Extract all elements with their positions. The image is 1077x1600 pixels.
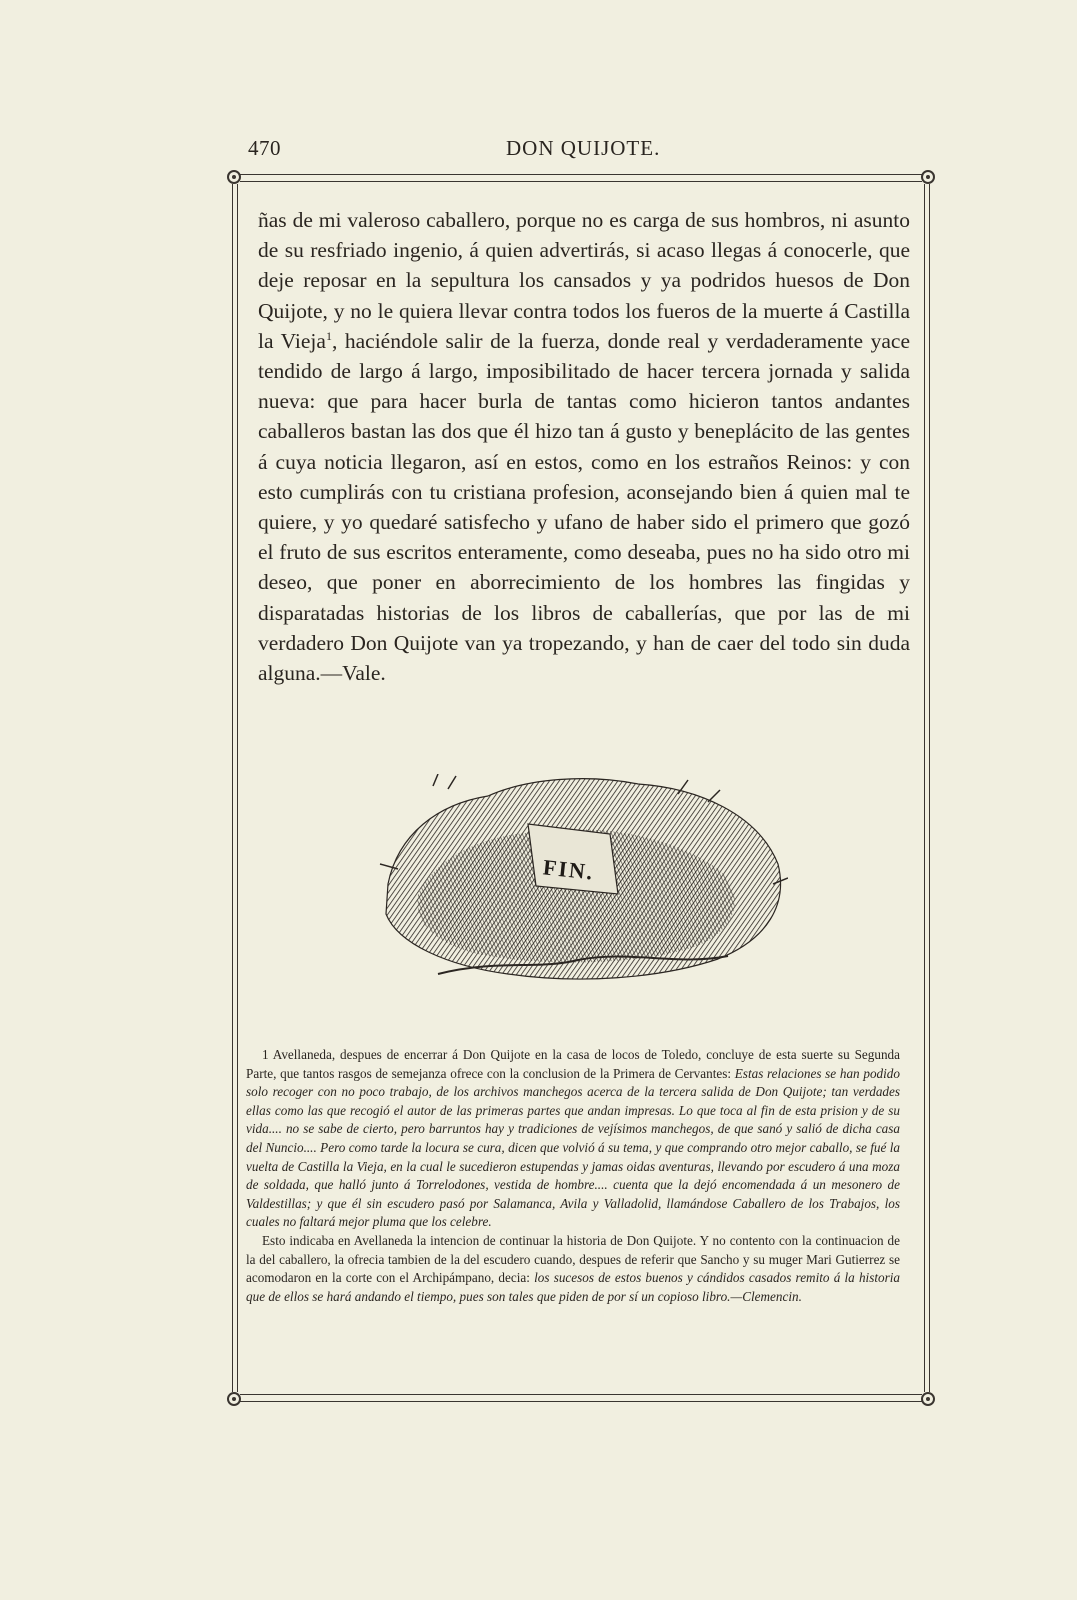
text-before-note: ñas de mi valeroso caballero, porque no es carga de sus hombros, ni asunto de su resfriado ingenio, á quien advertirás, si acaso llegas á conocerle, que deje reposar en la sepultura los cansados y ya podridos huesos de Don Quijote, y no le quiera llevar contra todos los fueros de la muerte á Castilla la Vieja [258, 208, 910, 353]
footnotes [246, 1046, 900, 1306]
corner-ornament-icon [921, 1392, 935, 1406]
corner-ornament-icon [921, 170, 935, 184]
frame-right-rule [924, 184, 930, 1392]
page-header [238, 136, 928, 166]
corner-ornament-icon [227, 170, 241, 184]
main-text [258, 205, 910, 688]
footnote-2-quote: los sucesos de estos buenos y cándidos casados remito á la historia que de ellos se hará andando el tiempo, pues son tales que piden de por sí un copioso libro.—Clemencin. [246, 1270, 900, 1304]
fin-label: FIN. [541, 854, 596, 885]
footnote-1-intro: 1 Avellaneda, despues de encerrar á Don Quijote en la casa de locos de Toledo, concluye de esta suerte su Segunda Parte, que tantos rasgos de semejanza ofrece con la conclusion de la Primera de Cervantes: [246, 1047, 900, 1081]
frame-left-rule [232, 184, 238, 1392]
main-paragraph [258, 205, 910, 688]
footnote-marker[interactable]: 1 [325, 328, 332, 343]
footnote-1-quote: Estas relaciones se han podido solo recoger con no poco trabajo, de los archivos manchegos acerca de la tercera salida de Don Quijote; tan verdades ellas como las que recogió el autor de las primeras partes que andan impresas. Lo que toca al fin de esta prision y de su vida.... no se sabe de cierto, pero barruntos hay y tradiciones de vejísimos manchegos, de que sanó y salió de dicha casa del Nuncio.... Pero como tarde la locura se cura, dicen que volvió á su tema, y que comprando otro mejor caballo, se fué la vuelta de Castilla la Vieja, en la cual le sucedieron estupendas y jamas oidas aventuras, llevando por escudero á una moza de soldada, que halló junto á Torrelodones, vestida de hombre.... cuenta que la dejó encomendada á un mesonero de Valdestillas; y que él sin escudero pasó por Salamanca, Avila y Valladolid, llamándose Caballero de los Trabajos, los cuales no faltará mejor pluma que los celebre. [246, 1065, 900, 1230]
frame-bottom-rule [240, 1394, 922, 1402]
fin-vignette-illustration [378, 774, 788, 984]
footnote-2-intro: Esto indicaba en Avellaneda la intencion de continuar la historia de Don Quijote. Y no contento con la continuacion de la del caballero, la ofrecia tambien de la del escudero cuando, despues de referir que Sancho y su muger Mari Gutierrez se acomodaron en la corte con el Archipámpano, decia: [246, 1232, 900, 1286]
footnote-2 [246, 1232, 900, 1306]
page-number: 470 [248, 136, 281, 160]
corner-ornament-icon [227, 1392, 241, 1406]
text-after-note: , haciéndole salir de la fuerza, donde real y verdaderamente yace tendido de largo á largo, imposibilitado de hacer tercera jornada y salida nueva: que para hacer burla de tantas como hicieron tantos andantes caballeros bastan las dos que él hizo tan á gusto y beneplácito de las gentes á cuya noticia llegaron, así en estos, como en los estraños Reinos: y con esto cumplirás con tu cristiana profesion, aconsejando bien á quien mal te quiere, y yo quedaré satisfecho y ufano de haber sido el primero que gozó el fruto de sus escritos enteramente, como deseaba, pues no ha sido otro mi deseo, que poner en aborrecimiento de los hombres las fingidas y disparatadas historias de los libros de caballerías, que por las de mi verdadero Don Quijote van ya tropezando, y han de caer del todo sin duda alguna.—Vale. [258, 328, 910, 686]
running-title: DON QUIJOTE. [506, 136, 661, 160]
footnote-1 [246, 1046, 900, 1232]
frame-top-rule [240, 174, 922, 182]
